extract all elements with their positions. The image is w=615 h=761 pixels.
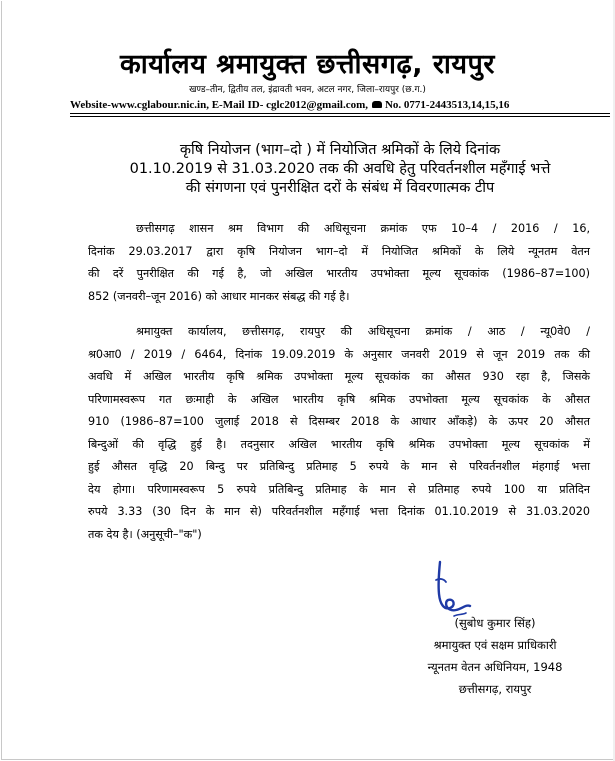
- paragraph-notification: [88, 218, 590, 308]
- header-divider: [70, 116, 610, 117]
- signatory-name: (सुबोध कुमार सिंह): [454, 616, 536, 630]
- office-title: कार्यालय श्रमायुक्त छत्तीसगढ़, रायपुर: [120, 49, 495, 80]
- signatory-designation: श्रमायुक्त एवं सक्षम प्राधिकारी: [433, 638, 557, 652]
- subject-line: कृषि नियोजन (भाग–दो ) में नियोजित श्रमिकों के लिये दिनांक: [179, 142, 501, 158]
- paragraph-line: 910 (1986–87=100 जुलाई 2018 से दिसम्बर 2018 के आधार ऑंकड़े) के ऊपर 20 औसत: [88, 415, 590, 428]
- website-link[interactable]: www.cglabour.nic.in: [110, 99, 207, 111]
- phone-number: No. 0771-2443513,14,15,16: [384, 99, 510, 111]
- paragraph-line: 852 (जनवरी–जून 2016) को आधार मानकर संबद्ध की गई है।: [88, 289, 350, 303]
- contact-line: [70, 99, 610, 114]
- paragraph-line: तक देय है। (अनुसूची–"क"): [88, 527, 202, 541]
- paragraph-line: बिन्दुओं की वृद्धि हुई है। तदनुसार अखिल भारतीय कृषि श्रमिक उपभोक्ता मूल्य सूचकांक में: [88, 437, 590, 451]
- email-label: , E-Mail ID-: [206, 99, 264, 111]
- paragraph-line: छत्तीसगढ़ शासन श्रम विभाग की अधिसूचना क्रमांक एफ 10–4 / 2016 / 16,: [136, 222, 590, 235]
- email-link[interactable]: cglc2012@gmail.com,: [266, 99, 368, 111]
- paragraph-allowance-calculation: [88, 321, 590, 546]
- paragraph-line: रुपये 3.33 (30 दिन के मान से) परिवर्तनशील महँगाई भत्ता दिनांक 01.10.2019 से 31.03.2020: [88, 505, 590, 518]
- subject-heading: [70, 141, 610, 198]
- paragraph-line: श्रमायुक्त कार्यालय, छत्तीसगढ़, रायपुर की अधिसूचना क्रमांक / आठ / न्यू0वे0 /: [136, 325, 590, 338]
- paragraph-line: दिनांक 29.03.2017 द्वारा कृषि नियोजन भाग–दो में नियोजित श्रमिकों के लिये न्यूनतम वेतन: [88, 244, 590, 258]
- signatory-place: छत्तीसगढ़, रायपुर: [458, 682, 532, 696]
- handwritten-signature: [426, 560, 476, 620]
- telephone-icon: [372, 101, 382, 108]
- paragraph-line: देय होगा। परिणामस्वरूप 5 रुपये प्रतिबिन्दु प्रतिमाह के मान से प्रतिमाह रुपये 100 या प्रतिदिन: [88, 482, 590, 496]
- subject-line: 01.10.2019 से 31.03.2020 तक की अवधि हेतु परिवर्तनशील महँगाई भत्ते: [129, 161, 551, 177]
- subject-line: की संगणना एवं पुनरीक्षित दरों के संबंध में विवरणात्मक टीप: [185, 180, 495, 196]
- signature-stroke: [439, 562, 470, 610]
- paragraph-line: श्र0आ0 / 2019 / 6464, दिनांक 19.09.2019 के अनुसार जनवरी 2019 से जून 2019 तक की: [88, 347, 590, 361]
- paragraph-line: परिणामस्वरूप गत छःमाही के अखिल भारतीय कृषि श्रमिक उपभोक्ता मूल्य सूचकांक के औसत: [88, 392, 590, 406]
- office-address: खण्ड–तीन, द्वितीय तल, इंद्रावती भवन, अटल नगर, जिला–रायपुर (छ.ग.): [189, 85, 426, 95]
- signatory-act: न्यूनतम वेतन अधिनियम, 1948: [427, 660, 563, 674]
- paragraph-line: हुई औसत वृद्धि 20 बिन्दु पर प्रतिबिन्दु प्रतिमाह 5 रुपये के मान से परिवर्तनशील मंहगाई भत्ता: [88, 460, 590, 473]
- paragraph-line: अवधि में अखिल भारतीय कृषि श्रमिक उपभोक्ता मूल्य सूचकांक का औसत 930 रहा है, जिसके: [88, 370, 590, 383]
- website-label: Website-: [70, 99, 111, 111]
- signatory-block: [380, 612, 610, 700]
- paragraph-line: की दरें पुनरीक्षित की गई है, जो अखिल भारतीय उपभोक्ता मूल्य सूचकांक (1986–87=100): [88, 267, 590, 280]
